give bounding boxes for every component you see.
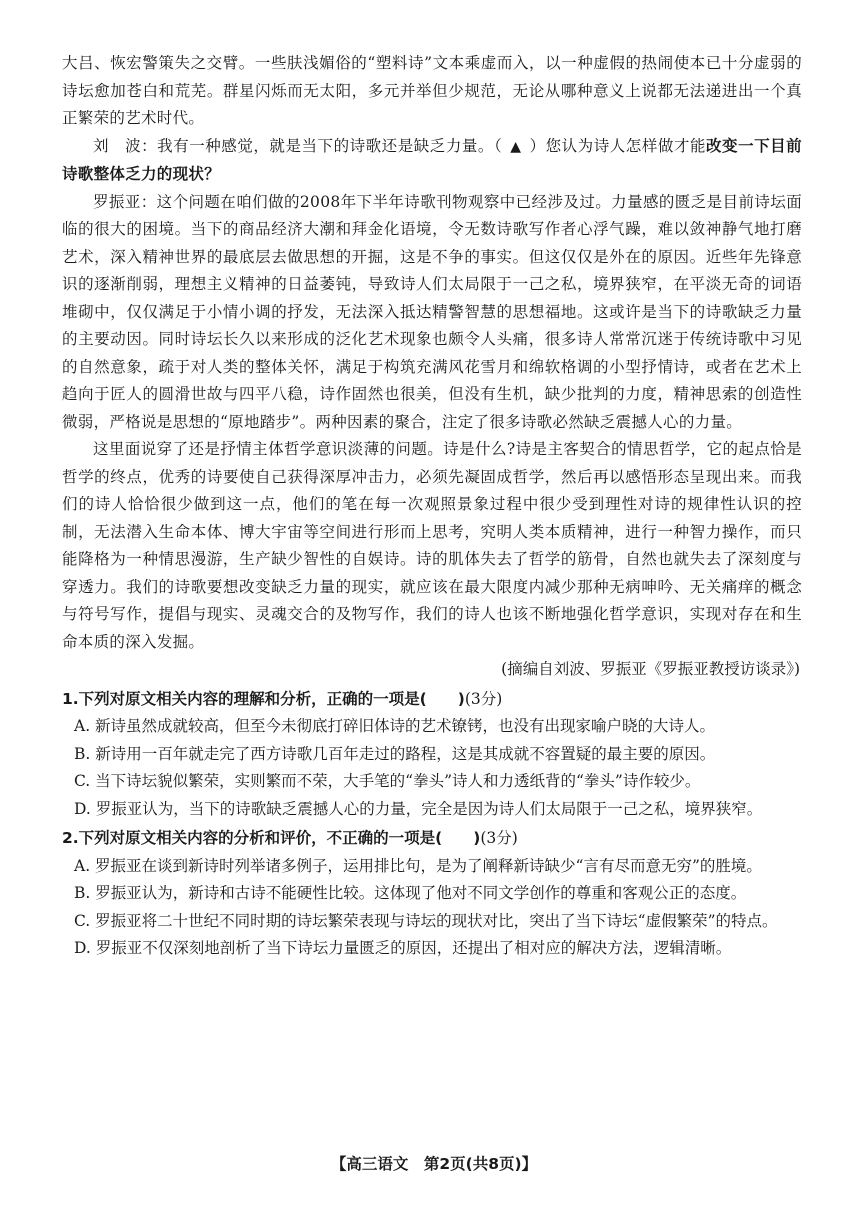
question-score: (3分) — [464, 689, 503, 708]
option-b[interactable]: B. 新诗用一百年就走完了西方诗歌几百年走过的路程，这是其成就不容置疑的最主要的原因。 — [74, 744, 716, 763]
passage-paragraph-2 — [62, 133, 802, 189]
question-1 — [62, 686, 802, 824]
passage-source: (摘编自刘波、罗振亚《罗振亚教授访谈录》) — [501, 660, 800, 678]
question-stem-text: 1.下列对原文相关内容的理解和分析，正确的一项是( ) — [62, 689, 465, 708]
triangle-icon: ▲ — [510, 138, 522, 155]
page-footer: 【高三语文 第2页(共8页)】 — [330, 1155, 538, 1173]
option-d[interactable]: D. 罗振亚不仅深刻地剖析了当下诗坛力量匮乏的原因，还提出了相对应的解决方法，逻辑清晰。 — [74, 939, 732, 957]
question-stem-text: 2.下列对原文相关内容的分析和评价，不正确的一项是( ) — [62, 829, 481, 847]
option-a[interactable]: A. 罗振亚在谈到新诗时列举诸多例子，运用排比句，是为了阐释新诗缺少“言有尽而意无穷”的胜境。 — [74, 856, 762, 875]
interview-question-text-cont: ）您认为诗人怎样做才能 — [529, 136, 706, 155]
interview-question-text: 刘 波：我有一种感觉，就是当下的诗歌还是缺乏力量。（ — [93, 136, 503, 155]
question-stem — [62, 686, 802, 714]
question-2 — [62, 825, 802, 963]
option-d[interactable]: D. 罗振亚认为，当下的诗歌缺乏震撼人心的力量，完全是因为诗人们太局限于一己之私，境界狭窄。 — [74, 799, 763, 818]
question-score: (3分) — [480, 829, 518, 847]
option-c[interactable]: C. 当下诗坛貌似繁荣，实则繁而不荣，大手笔的“拳头”诗人和力透纸背的“拳头”诗作较少。 — [74, 772, 701, 790]
option-b[interactable]: B. 罗振亚认为，新诗和古诗不能硬性比较。这体现了他对不同文学创作的尊重和客观公正的态度。 — [74, 884, 747, 902]
document-page — [62, 50, 802, 963]
question-stem — [62, 825, 802, 853]
option-a[interactable]: A. 新诗虽然成就较高，但至今未彻底打碎旧体诗的艺术镣铐，也没有出现家喻户晓的大诗人。 — [74, 717, 716, 735]
passage-paragraph-3: 罗振亚：这个问题在咱们做的2008年下半年诗歌刊物观察中已经涉及过。力量感的匮乏是目前诗坛面临的很大的困境。当下的商品经济大潮和拜金化语境，令无数诗歌写作者心浮气躁，难以敛神静气地打磨艺术，深入精神世界的最底层去做思想的开掘，这是不争的事实。但这仅仅是外在的原因。近些年先锋意识的逐渐削弱，理想主义精神的日益萎钝，导致诗人们太局限于一己之私，境界狭窄，在平淡无奇的词语堆砌中，仅仅满足于小情小调的抒发，无法深入抵达精警智慧的思想福地。这或许是当下的诗歌缺乏力量的主要动因。同时诗坛长久以来形成的泛化艺术现象也颇令人头痛，很多诗人常常沉迷于传统诗歌中习见的自然意象，疏于对人类的整体关怀，满足于构筑充满风花雪月和绵软格调的小型抒情诗，或者在艺术上趋向于匠人的圆滑世故与四平八稳，诗作固然也很美，但没有生机，缺少批判的力度，精神思索的创造性微弱，严格说是思想的“原地踏步”。两种因素的聚合，注定了很多诗歌必然缺乏震撼人心的力量。 — [62, 192, 802, 431]
passage-paragraph-4: 这里面说穿了还是抒情主体哲学意识淡薄的问题。诗是什么?诗是主客契合的情思哲学，它的起点恰是哲学的终点，优秀的诗要使自己获得深厚冲击力，必须先凝固成哲学，然后再以感悟形态呈现出来。而我们的诗人恰恰很少做到这一点，他们的笔在每一次观照景象过程中很少受到理性对诗的规律性认识的控制，无法潜入生命本体、博大宇宙等空间进行形而上思考，究明人类本质精神，进行一种智力操作，而只能降格为一种情思漫游，生产缺少智性的自娱诗。诗的肌体失去了哲学的筋骨，自然也就失去了深刻度与穿透力。我们的诗歌要想改变缺乏力量的现实，就应该在最大限度内减少那种无病呻吟、无关痛痒的概念与符号写作，提倡与现实、灵魂交合的及物写作，我们的诗人也该不断地强化哲学意识，实现对存在和生命本质的深入发掘。 — [62, 440, 802, 651]
interview-question-bold: 改变一下目前诗歌整体乏力的现状？ — [62, 136, 802, 183]
passage-paragraph-1: 大吕、恢宏警策失之交臂。一些肤浅媚俗的“塑料诗”文本乘虚而入，以一种虚假的热闹使本已十分虚弱的诗坛愈加苍白和荒芜。群星闪烁而无太阳，多元并举但少规范，无论从哪种意义上说都无法递进出一个真正繁荣的艺术时代。 — [62, 54, 802, 127]
option-c[interactable]: C. 罗振亚将二十世纪不同时期的诗坛繁荣表现与诗坛的现状对比，突出了当下诗坛“虚假繁荣”的特点。 — [74, 911, 778, 930]
